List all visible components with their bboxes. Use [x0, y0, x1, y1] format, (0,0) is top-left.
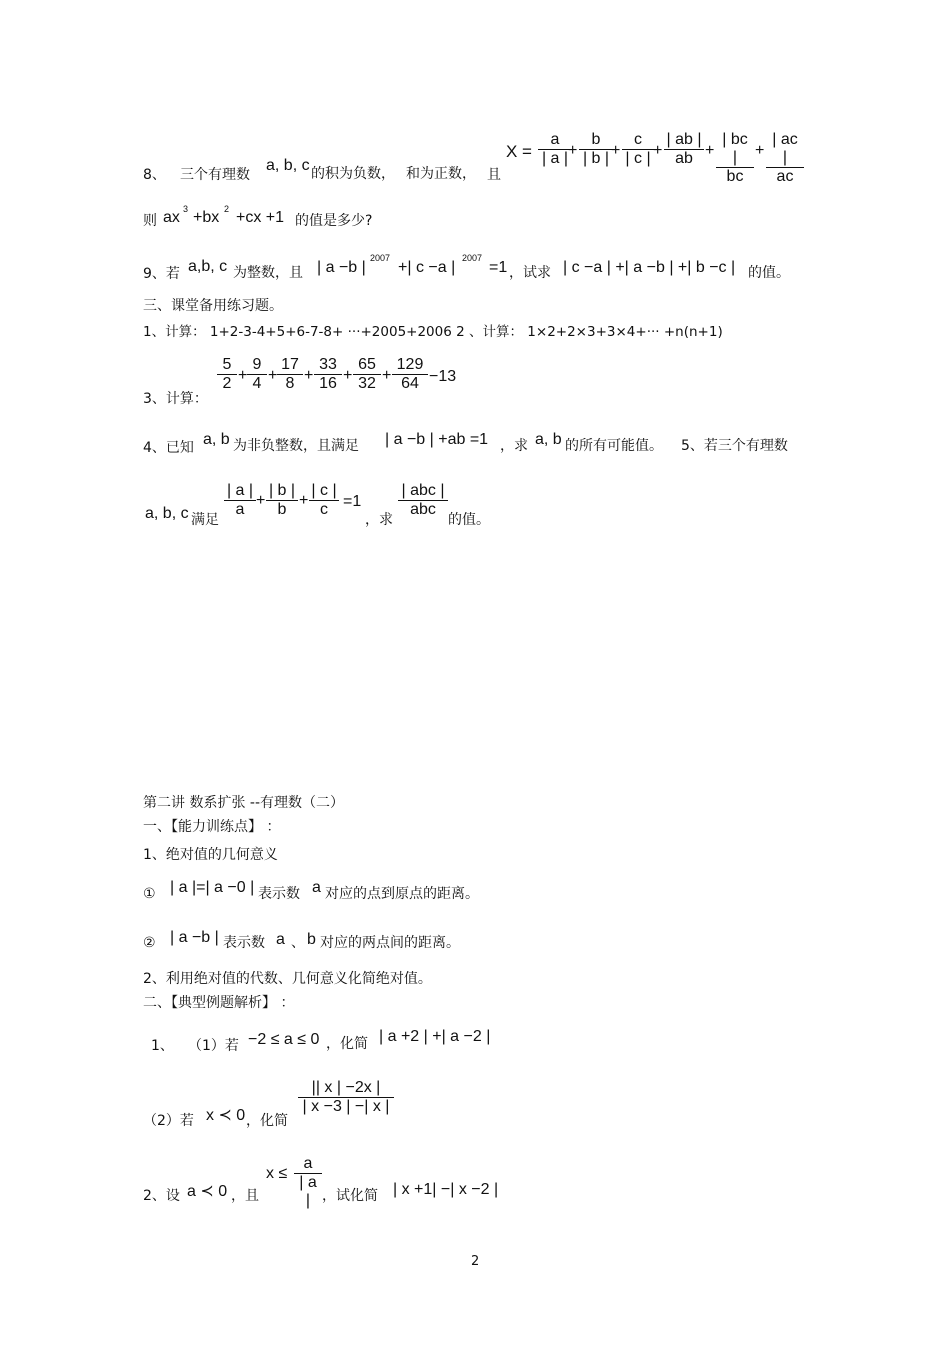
exercise-4: 为非负整数，且满足 — [233, 438, 359, 454]
plus-sign: + — [304, 367, 314, 384]
section-title: 三、课堂备用练习题。 — [143, 298, 283, 314]
e1-expr: | a +2 | +| a −2 | — [379, 1028, 491, 1045]
q3-fraction: 33 16 — [314, 356, 342, 393]
q5-vars: a, b, c — [145, 505, 189, 522]
e2-fraction: a | a | — [294, 1155, 322, 1210]
plus-sign: + — [256, 492, 266, 509]
c1-expr: | a |=| a −0 | — [170, 879, 255, 896]
plus-sign: + — [755, 142, 765, 159]
part-heading: 一、【能力训练点】 ： — [143, 819, 281, 835]
q9-text: 的值。 — [748, 265, 790, 281]
e1-cond: x ≺ 0 — [206, 1107, 246, 1124]
q8-number: 8、 — [143, 167, 166, 183]
c2-var: a — [276, 931, 285, 948]
q9-vars: a,b, c — [188, 258, 228, 275]
plus-sign: + — [268, 367, 278, 384]
q5-eq: =1 — [343, 493, 362, 510]
q5-fraction: | c | c — [309, 482, 339, 519]
example-1: 1、 — [151, 1038, 174, 1054]
q8-fraction: c | c | — [622, 131, 654, 168]
q8-exponent: 2 — [224, 204, 230, 214]
plus-sign: + — [382, 367, 392, 384]
c1-text: 对应的点到原点的距离。 — [325, 886, 479, 902]
page-number: 2 — [471, 1254, 480, 1269]
c2-text: 表示数 — [223, 935, 265, 951]
e2-cond: a ≺ 0 — [187, 1183, 228, 1200]
q9-abs: +| c −a | — [398, 259, 456, 276]
plus-sign: + — [705, 142, 715, 159]
c1-text: 表示数 — [258, 886, 300, 902]
part-heading: 二、【典型例题解析】 ： — [143, 995, 295, 1011]
q8-expr: +cx +1 — [236, 209, 285, 226]
plus-sign: + — [653, 142, 663, 159]
q8-exponent: 3 — [183, 204, 189, 214]
circled-one: ① — [143, 886, 156, 902]
item-heading: 2、利用绝对值的代数、几何意义化简绝对值。 — [143, 971, 432, 987]
exercise-4: ，求 — [500, 438, 528, 454]
q5-fraction: | abc | abc — [398, 482, 448, 519]
q8-fraction: a | a | — [538, 131, 572, 168]
q9-text: 为整数，且 — [233, 265, 303, 281]
q9-expr: | c −a | +| a −b | +| b −c | — [563, 259, 736, 276]
c2-text: 对应的两点间的距离。 — [320, 935, 460, 951]
plus-sign: + — [568, 142, 578, 159]
example-1-part2: ，化简 — [246, 1113, 288, 1129]
q8-fraction: b | b | — [579, 131, 613, 168]
q9-number: 9、若 — [143, 266, 180, 282]
c2-sep: 、 — [291, 935, 305, 951]
q4-vars: a, b — [535, 431, 562, 448]
item-heading: 1、绝对值的几何意义 — [143, 847, 278, 863]
exercise-5: 的值。 — [448, 512, 490, 528]
q8-lhs: X = — [506, 142, 532, 161]
q3-fraction: 129 64 — [392, 356, 428, 393]
q3-tail: −13 — [429, 368, 457, 385]
example-2: ，试化简 — [322, 1188, 378, 1204]
q3-fraction: 5 2 — [217, 356, 237, 393]
e1-fraction: || x | −2x | | x −3 | −| x | — [298, 1079, 394, 1116]
q8-fraction: | ab | ab — [664, 131, 704, 168]
example-2: 2、设 — [143, 1188, 180, 1204]
c1-var: a — [312, 879, 321, 896]
q3-fraction: 17 8 — [277, 356, 303, 393]
q8-text: 的积为负数， — [311, 166, 395, 182]
q8-text: 和为正数， — [406, 166, 476, 182]
q8-line2-prefix: 则 — [143, 213, 157, 229]
q9-eq: =1 — [489, 259, 508, 276]
q9-text: ，试求 — [509, 265, 551, 281]
example-1: （1）若 — [188, 1038, 239, 1054]
q8-expr: +bx — [193, 209, 220, 226]
exercise-3-label: 3、计算： — [143, 391, 208, 407]
exercise-4: 4、已知 — [143, 440, 194, 456]
e2-x: x ≤ — [266, 1165, 288, 1182]
q3-fraction: 9 4 — [247, 356, 267, 393]
q8-fraction: | bc | bc — [716, 131, 754, 186]
exercise-5: 5、若三个有理数 — [681, 438, 788, 454]
exercise-1-2: 1、计算： 1+2-3-4+5+6-7-8+ ···+2005+2006 2 、计算： 1×2+2×3+3×4+··· +n(n+1) — [143, 324, 723, 340]
exercise-5: 满足 — [191, 512, 219, 528]
q8-vars: a, b, c — [266, 157, 310, 174]
e1-cond: −2 ≤ a ≤ 0 — [248, 1031, 320, 1048]
q8-line2-suffix: 的值是多少? — [295, 213, 373, 229]
plus-sign: + — [238, 367, 248, 384]
exercise-4: 的所有可能值。 — [565, 438, 663, 454]
q4-vars: a, b — [203, 431, 230, 448]
plus-sign: + — [343, 367, 353, 384]
q9-exponent: 2007 — [462, 253, 483, 263]
q9-exponent: 2007 — [370, 253, 391, 263]
q5-fraction: | a | a — [224, 482, 256, 519]
example-1-part2: （2）若 — [143, 1113, 194, 1129]
q3-fraction: 65 32 — [353, 356, 381, 393]
q8-text: 且 — [487, 167, 501, 183]
c2-var: b — [307, 931, 316, 948]
q4-expr: | a −b | +ab =1 — [385, 431, 489, 448]
q8-fraction: | ac | ac — [766, 131, 804, 186]
q8-text: 三个有理数 — [180, 167, 250, 183]
exercise-5: ，求 — [365, 512, 393, 528]
q8-expr: ax — [163, 209, 180, 226]
plus-sign: + — [611, 142, 621, 159]
example-2: ，且 — [231, 1188, 259, 1204]
c2-expr: | a −b | — [170, 929, 219, 946]
circled-two: ② — [143, 935, 156, 951]
plus-sign: + — [299, 492, 309, 509]
q5-fraction: | b | b — [266, 482, 298, 519]
q9-abs: | a −b | — [317, 259, 366, 276]
example-1: ，化简 — [326, 1036, 368, 1052]
e2-expr: | x +1| −| x −2 | — [393, 1181, 499, 1198]
lecture-title: 第二讲 数系扩张 --有理数（二） — [143, 795, 345, 811]
